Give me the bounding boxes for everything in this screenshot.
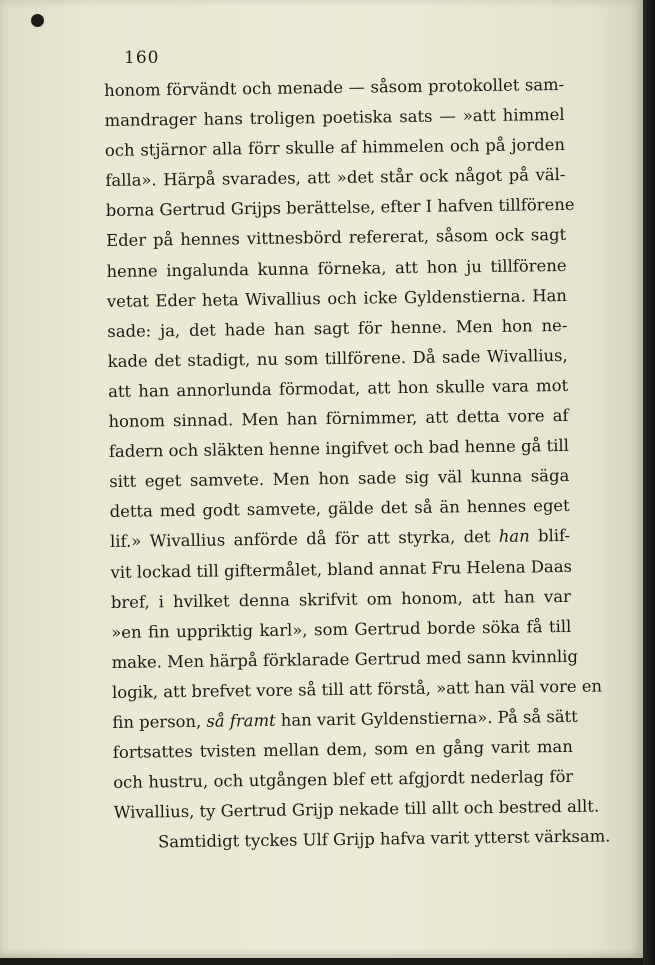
text-line: logik, att brefvet vore så till att förstå, »att han väl vore en <box>111 676 603 702</box>
text-line: detta med godt samvete, gälde det så än hennes eget <box>109 496 570 522</box>
text-line: fortsattes tvisten mellan dem, som en gång varit man <box>112 736 573 763</box>
italic-sa-framt: så framt <box>206 710 276 731</box>
text-line: make. Men härpå förklarade Gertrud med sann kvinnlig <box>111 646 579 672</box>
text-line: honom sinnad. Men han förnimmer, att detta vore af <box>108 405 569 432</box>
text-line: sade: ja, det hade han sagt för henne. Men hon ne- <box>107 315 568 341</box>
body-text <box>104 70 611 858</box>
text-line: vetat Eder heta Wivallius och icke Gyldenstierna. Han <box>106 285 568 311</box>
text-line: och hustru, och utgången blef ett afgjordt nederlag för <box>113 767 574 793</box>
text-line: »en fin uppriktig karl», som Gertrud borde söka få till <box>111 616 572 642</box>
text-line: falla». Härpå svarades, att »det står ock något på väl- <box>105 165 566 191</box>
text-line: honom förvändt och menade — såsom protokollet sam- <box>104 74 565 100</box>
ink-spot <box>31 14 44 27</box>
text-line-emphasis: fin person, så framt han varit Gyldenstierna». På så sätt <box>112 706 578 732</box>
page-edge <box>643 0 655 965</box>
text-line: kade det stadigt, nu som tillförene. Då sade Wivallius, <box>107 345 568 371</box>
page-number: 160 <box>124 48 160 68</box>
text-line: borna Gertrud Grijps berättelse, efter I hafven tillförene <box>105 195 575 221</box>
text-line: Samtidigt tyckes Ulf Grijp hafva varit ytterst värksam. <box>157 826 611 852</box>
text-line: vit lockad till giftermålet, bland annat Fru Helena Daas <box>110 556 573 582</box>
italic-han: han <box>498 526 530 547</box>
text-line-emphasis: lif.» Wivallius anförde då för att styrka, det han blif- <box>109 526 571 552</box>
text-line: mandrager hans troligen poetiska sats — »att himmel <box>104 105 565 131</box>
text-line: sitt eget samvete. Men hon sade sig väl kunna säga <box>109 466 570 492</box>
text-line: och stjärnor alla förr skulle af himmelen och på jorden <box>104 135 566 161</box>
text-line: att han annorlunda förmodat, att hon skulle vara mot <box>108 375 569 401</box>
text-line: fadern och släkten henne ingifvet och bad henne gå till <box>108 436 570 462</box>
text-line: Wivallius, ty Gertrud Grijp nekade till allt och bestred allt. <box>113 796 600 823</box>
text-line: bref, i hvilket denna skrifvit om honom, att han var <box>110 586 571 612</box>
text-line: henne ingalunda kunna förneka, att hon ju tillförene <box>106 255 567 281</box>
text-line: Eder på hennes vittnesbörd refererat, såsom ock sagt <box>106 225 567 251</box>
